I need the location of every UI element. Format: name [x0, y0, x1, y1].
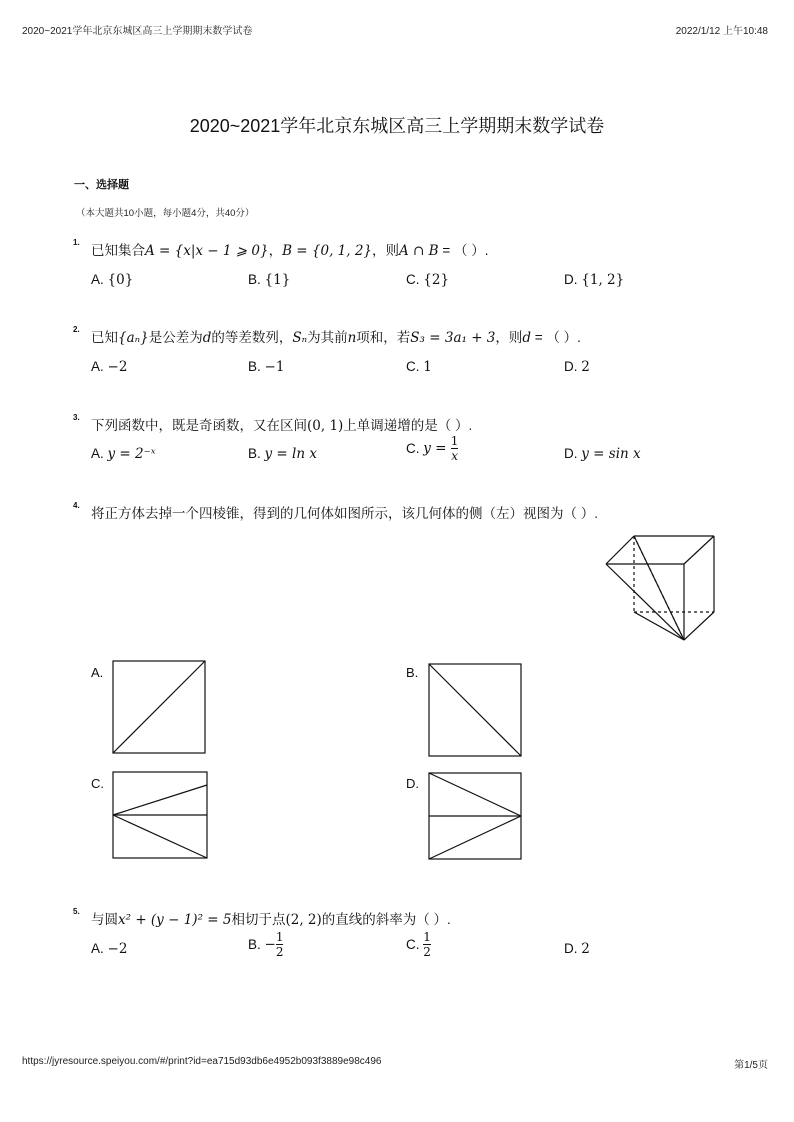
option-c[interactable]: C. — [91, 776, 104, 791]
question-number: 5. — [73, 907, 80, 916]
option-b-figure[interactable] — [428, 663, 522, 757]
print-header-title: 2020~2021学年北京东城区高三上学期期末数学试卷 — [22, 26, 253, 37]
option-c[interactable]: C. y = $\frac{1}{x}$ — [406, 434, 459, 463]
question-stem: 已知{aₙ}是公差为d的等差数列，Sₙ为其前n项和，若S₃ = 3a₁ + 3，则d = （ ）. — [91, 330, 581, 346]
question-stem: 将正方体去掉一个四棱锥，得到的几何体如图所示，该几何体的侧（左）视图为（ ）. — [91, 506, 599, 521]
option-c[interactable]: C. {2} — [406, 272, 450, 288]
option-a-figure[interactable] — [112, 660, 206, 754]
option-a[interactable]: A. y = 2⁻ˣ — [91, 446, 156, 462]
option-c[interactable]: C. $\frac{1}{2}$ — [406, 930, 431, 959]
option-d[interactable]: D. — [406, 776, 419, 791]
option-a[interactable]: A. {0} — [91, 272, 134, 288]
fraction: $\frac{1}{2}$ — [275, 930, 284, 959]
option-b[interactable]: B. {1} — [248, 272, 291, 288]
question-stem: 下列函数中，既是奇函数，又在区间(0, 1)上单调递增的是（ ）. — [91, 418, 473, 434]
section-note: （本大题共10小题，每小题4分，共40分） — [76, 208, 255, 219]
section-heading: 一、选择题 — [74, 179, 129, 191]
option-b[interactable]: B. − $\frac{1}{2}$ — [248, 930, 284, 959]
question-number: 3. — [73, 413, 80, 422]
option-d[interactable]: D. y = sin x — [564, 446, 641, 462]
question-number: 1. — [73, 238, 80, 247]
print-header-datetime: 2022/1/12 上午10:48 — [675, 26, 768, 37]
fraction: $\frac{1}{x}$ — [450, 434, 459, 463]
question-number: 2. — [73, 325, 80, 334]
option-d[interactable]: D. {1, 2} — [564, 272, 625, 288]
solid-figure — [600, 530, 724, 646]
option-d[interactable]: D. 2 — [564, 941, 590, 957]
question-number: 4. — [73, 501, 80, 510]
page-title: 2020~2021学年北京东城区高三上学期期末数学试卷 — [189, 116, 605, 136]
question-stem: 与圆x² + (y − 1)² = 5相切于点(2, 2)的直线的斜率为（ ）. — [91, 912, 451, 928]
option-c[interactable]: C. 1 — [406, 359, 432, 375]
option-b[interactable]: B. −1 — [248, 359, 285, 375]
option-c-figure[interactable] — [112, 771, 208, 859]
print-footer-page: 第1/5页 — [734, 1060, 768, 1071]
option-a[interactable]: A. — [91, 665, 104, 680]
option-a[interactable]: A. −2 — [91, 941, 128, 957]
option-a[interactable]: A. −2 — [91, 359, 128, 375]
fraction: $\frac{1}{2}$ — [423, 930, 431, 959]
option-b[interactable]: B. — [406, 665, 419, 680]
option-d[interactable]: D. 2 — [564, 359, 590, 375]
question-stem: 已知集合A = {x|x − 1 ⩾ 0}，B = {0, 1, 2}，则A ∩ B = （ ）. — [91, 243, 489, 259]
option-b[interactable]: B. y = ln x — [248, 446, 317, 462]
option-d-figure[interactable] — [428, 772, 522, 860]
print-footer-url[interactable]: https://jyresource.speiyou.com/#/print?id=ea715d93db6e4952b093f3889e98c496 — [22, 1056, 382, 1067]
